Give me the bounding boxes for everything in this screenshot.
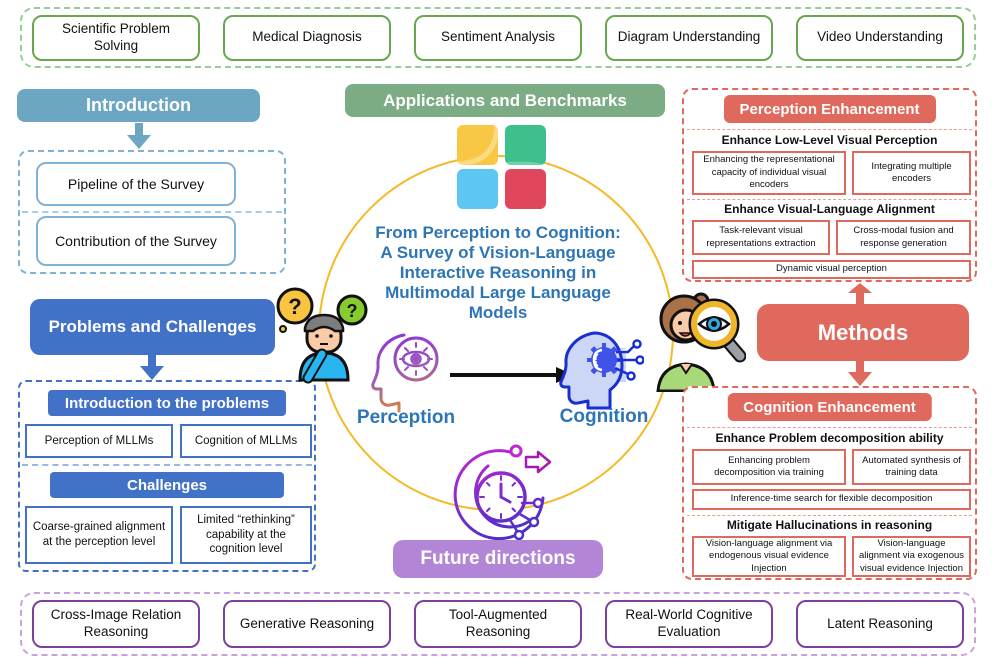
application-item: Scientific Problem Solving [32,15,200,61]
challenge-item: Coarse-grained alignment at the perception level [25,506,173,564]
method-item: Inference-time search for flexible decomposition [692,489,971,510]
figure-title [352,223,644,323]
title-line: From Perception to Cognition: [375,223,621,242]
cognition-enhancement-title: Cognition Enhancement [727,393,932,421]
contribution-item: Contribution of the Survey [36,216,236,266]
method-item: Vision-language alignment via endogenous visual evidence Injection [692,536,846,577]
section-subheader: Mitigate Hallucinations in reasoning [726,518,933,532]
method-item: Enhancing problem decomposition via training [692,449,846,485]
svg-text:?: ? [288,294,302,319]
application-item: Video Understanding [796,15,964,61]
panel-divider [687,427,972,428]
method-item: Enhancing the representational capacity of individual visual encoders [692,151,846,195]
panel-divider [687,199,972,200]
future-directions-bar [20,592,976,656]
thinking-person-icon [274,284,374,384]
panel-divider [22,464,312,466]
title-line: Multimodal Large Language [385,283,611,302]
title-line: Models [468,303,528,322]
section-subheader: Enhance Visual-Language Alignment [724,202,935,216]
window-icon [456,124,548,210]
future-item: Tool-Augmented Reasoning [414,600,582,648]
pipeline-item: Pipeline of the Survey [36,162,236,206]
cognition-enhancement-panel [682,386,977,580]
observer-person-icon [644,290,746,392]
application-item: Sentiment Analysis [414,15,582,61]
method-item: Integrating multiple encoders [852,151,971,195]
challenge-item: Limited “rethinking” capability at the cognition level [180,506,312,564]
cognition-label: Cognition [559,406,649,427]
title-line: Interactive Reasoning in [399,263,597,282]
future-directions-header: Future directions [393,540,603,578]
title-line: A Survey of Vision-Language [380,243,616,262]
problems-panel [18,380,316,572]
perception-label: Perception [356,407,456,428]
future-item: Latent Reasoning [796,600,964,648]
up-arrow-icon [848,283,872,305]
method-item: Vision-language alignment via exogenous visual evidence Injection [852,536,971,577]
problem-item: Perception of MLLMs [25,424,173,458]
panel-divider [687,515,972,516]
method-item: Automated synthesis of training data [852,449,971,485]
panel-divider [687,129,972,130]
challenges-section-header: Challenges [50,472,284,498]
problem-item: Cognition of MLLMs [180,424,312,458]
introduction-header: Introduction [17,89,260,122]
future-clock-icon [450,443,554,543]
cognition-head-icon [552,330,644,410]
down-arrow-icon [127,123,151,149]
application-item: Diagram Understanding [605,15,773,61]
svg-text:?: ? [346,301,358,321]
methods-header: Methods [757,304,969,361]
future-item: Generative Reasoning [223,600,391,648]
applications-benchmarks-bar [20,7,976,68]
perception-enhancement-panel [682,88,977,282]
down-arrow-icon [140,355,164,380]
method-item: Dynamic visual perception [692,260,971,279]
perception-head-icon [370,331,448,413]
problems-section-header: Introduction to the problems [48,390,286,416]
perception-enhancement-title: Perception Enhancement [723,95,935,123]
section-subheader: Enhance Low-Level Visual Perception [721,133,938,147]
down-arrow-icon [848,360,872,386]
panel-divider [22,211,282,213]
future-item: Cross-Image Relation Reasoning [32,600,200,648]
method-item: Task-relevant visual representations extraction [692,220,830,255]
section-subheader: Enhance Problem decomposition ability [715,431,944,445]
applications-benchmarks-header: Applications and Benchmarks [345,84,665,117]
future-item: Real-World Cognitive Evaluation [605,600,773,648]
application-item: Medical Diagnosis [223,15,391,61]
method-item: Cross-modal fusion and response generation [836,220,971,255]
problems-challenges-header: Problems and Challenges [30,299,275,355]
introduction-panel [18,150,286,274]
